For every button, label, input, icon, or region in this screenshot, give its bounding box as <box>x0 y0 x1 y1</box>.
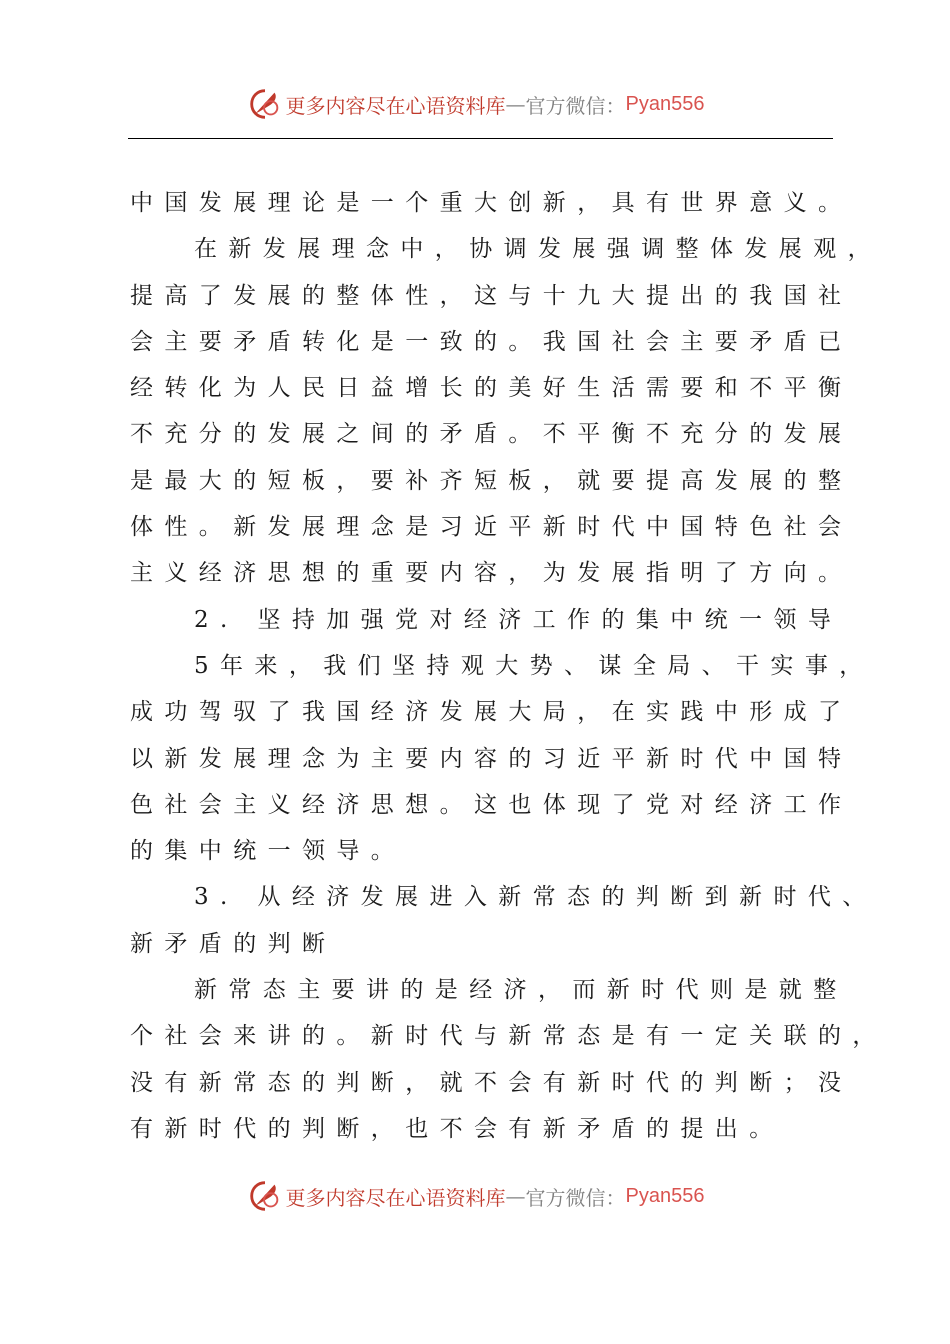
body-line: 有新时代的判断，也不会有新矛盾的提出。 <box>130 1115 784 1142</box>
body-line: 的集中统一领导。 <box>130 838 406 865</box>
body-line: 不充分的发展之间的矛盾。不平衡不充分的发展 <box>130 421 853 448</box>
section-heading-3-cont: 新矛盾的判断 <box>130 930 337 957</box>
footer-separator: — <box>505 1184 526 1208</box>
quill-logo-icon <box>246 85 284 123</box>
footer-banner <box>0 1174 950 1218</box>
body-line: 是最大的短板，要补齐短板，就要提高发展的整 <box>130 467 853 494</box>
body-line: 主义经济思想的重要内容，为发展指明了方向。 <box>130 560 853 587</box>
body-line: 体性。新发展理念是习近平新时代中国特色社会 <box>130 514 853 541</box>
body-line: 色社会主义经济思想。这也体现了党对经济工作 <box>130 791 853 818</box>
document-body <box>130 180 887 1152</box>
body-line: 以新发展理念为主要内容的习近平新时代中国特 <box>130 745 853 772</box>
body-line: 中国发展理论是一个重大创新，具有世界意义。 <box>130 190 853 216</box>
footer-brand-text: 更多内容尽在心语资料库 <box>285 1185 506 1210</box>
header-separator: — <box>505 92 526 116</box>
body-line: 个社会来讲的。新时代与新常态是有一定关联的， <box>130 1023 887 1050</box>
footer-contact-label: 官方微信： <box>525 1185 626 1210</box>
body-line: 5年来，我们坚持观大势、谋全局、干实事， <box>194 652 874 679</box>
header-contact-label: 官方微信： <box>525 93 626 118</box>
body-line: 在新发展理念中，协调发展强调整体发展观， <box>194 236 882 263</box>
header-banner <box>0 82 950 126</box>
body-line: 成功驾驭了我国经济发展大局，在实践中形成了 <box>130 699 853 726</box>
header-contact-id: Pyan556 <box>625 92 705 115</box>
header-brand-text: 更多内容尽在心语资料库 <box>285 93 506 118</box>
body-line: 提高了发展的整体性，这与十九大提出的我国社 <box>130 282 853 309</box>
header-divider <box>128 138 833 139</box>
body-line: 会主要矛盾转化是一致的。我国社会主要矛盾已 <box>130 328 853 355</box>
quill-logo-icon <box>246 1177 284 1215</box>
footer-contact-id: Pyan556 <box>625 1184 705 1207</box>
body-line: 经转化为人民日益增长的美好生活需要和不平衡 <box>130 375 853 402</box>
body-line: 没有新常态的判断，就不会有新时代的判断；没 <box>130 1069 853 1096</box>
section-heading-2: 2. 坚持加强党对经济工作的集中统一领导 <box>194 606 843 633</box>
section-heading-3: 3. 从经济发展进入新常态的判断到新时代、 <box>194 884 877 911</box>
body-line: 新常态主要讲的是经济，而新时代则是就整 <box>194 977 848 1004</box>
